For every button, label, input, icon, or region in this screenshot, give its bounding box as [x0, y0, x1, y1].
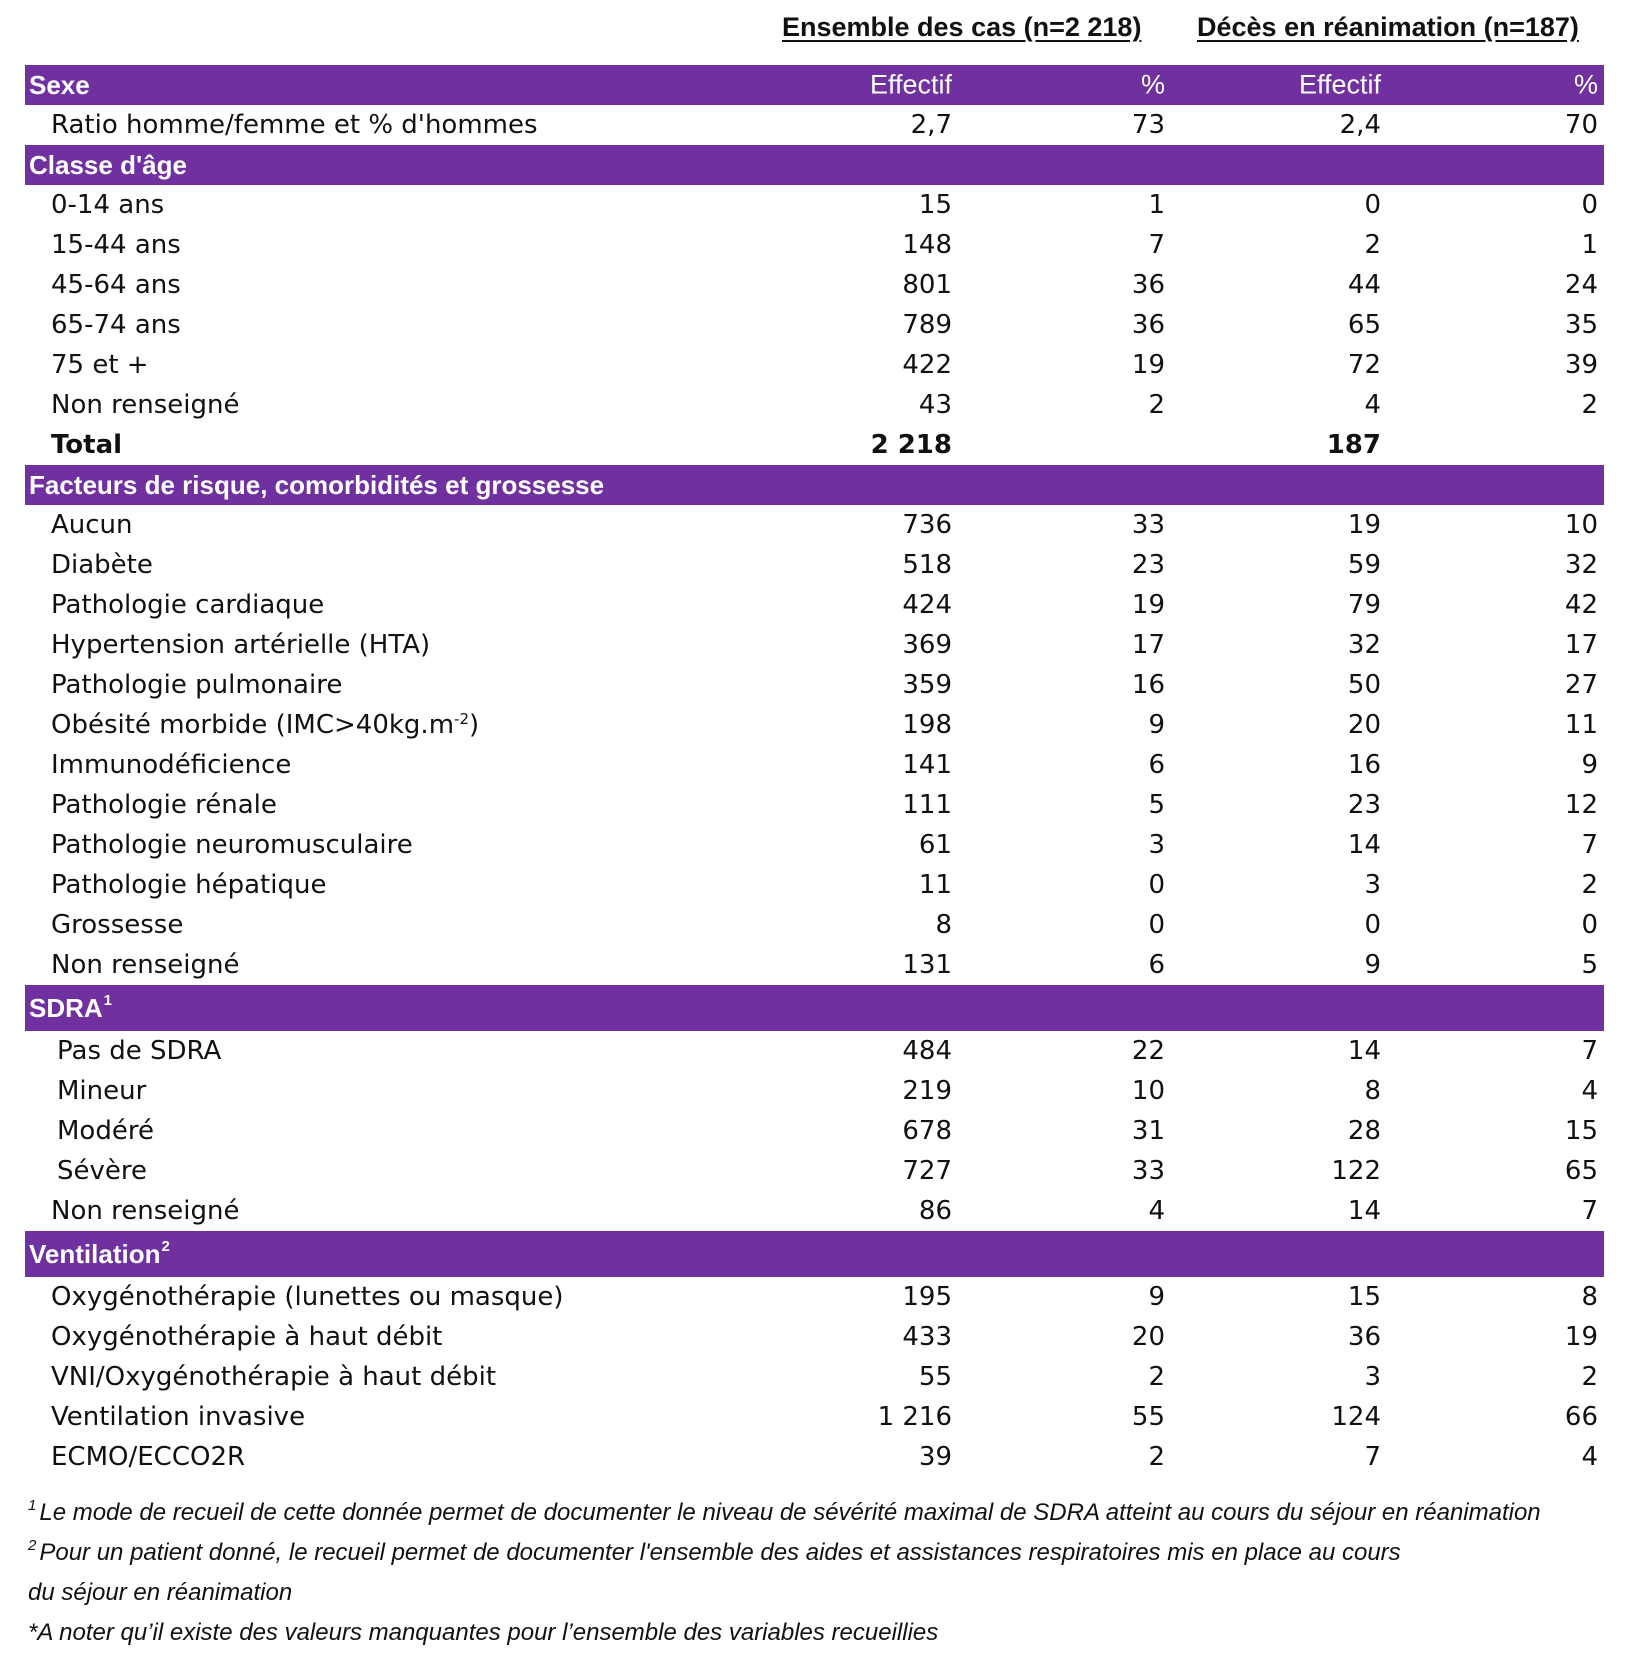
cell-effectif-all: 11	[918, 870, 952, 900]
row-label	[51, 350, 149, 380]
data-table	[25, 65, 1604, 1477]
cell-effectif-all: 55	[918, 1362, 952, 1392]
row-label	[51, 230, 181, 260]
cell-effectif-all: 359	[902, 670, 952, 700]
row-label	[51, 390, 239, 420]
cell-effectif-deaths: 14	[1347, 830, 1381, 860]
table-row	[25, 1397, 1604, 1437]
cell-effectif-all: 111	[902, 790, 952, 820]
footnotes	[28, 1493, 1628, 1653]
row-label-text: 45-64 ans	[51, 270, 181, 300]
cell-effectif-all: 433	[902, 1322, 952, 1352]
table-row	[25, 1191, 1604, 1231]
cell-pct-deaths: 1	[1581, 230, 1598, 260]
cell-pct-all: 23	[1131, 550, 1165, 580]
row-label-text: Non renseigné	[51, 390, 240, 420]
cell-pct-deaths: 15	[1564, 1116, 1598, 1146]
row-label	[51, 270, 181, 300]
row-label	[57, 1116, 154, 1146]
cell-pct-deaths: 32	[1564, 550, 1598, 580]
col-header-pct-deaths: %	[1573, 69, 1598, 100]
cell-effectif-all: 8	[935, 910, 952, 940]
footnote-1	[28, 1493, 1628, 1533]
table-row-total	[25, 425, 1604, 465]
row-label-text: Non renseigné	[51, 950, 240, 980]
table-row	[25, 1111, 1604, 1151]
age-rows	[25, 185, 1604, 465]
cell-pct-all: 10	[1131, 1076, 1165, 1106]
cell-pct-deaths: 8	[1581, 1282, 1598, 1312]
cell-effectif-all: 141	[902, 750, 952, 780]
cell-effectif-all: 424	[902, 590, 952, 620]
row-label-text: Modéré	[57, 1116, 154, 1146]
cell-effectif-all: 15	[918, 190, 952, 220]
cell-effectif-deaths: 4	[1364, 390, 1381, 420]
cell-pct-deaths: 11	[1564, 710, 1598, 740]
cell-effectif-deaths: 32	[1347, 630, 1381, 660]
row-label-text: Ventilation invasive	[51, 1402, 306, 1432]
row-label	[51, 630, 430, 660]
row-label-text: Oxygénothérapie à haut débit	[51, 1322, 443, 1352]
cell-pct-all: 19	[1131, 350, 1165, 380]
row-label-text: Pathologie pulmonaire	[51, 670, 343, 700]
col-header-effectif-all: Effectif	[869, 69, 952, 100]
cell-pct-deaths: 39	[1564, 350, 1598, 380]
cell-pct-all: 3	[1148, 830, 1165, 860]
row-label	[51, 310, 181, 340]
table-row	[25, 265, 1604, 305]
section-title: SDRA	[29, 992, 103, 1023]
row-label	[51, 1322, 442, 1352]
table-row	[25, 865, 1604, 905]
row-label-suffix: )	[469, 710, 480, 740]
table-row	[25, 665, 1604, 705]
cell-pct-all: 19	[1131, 590, 1165, 620]
cell-pct-deaths: 10	[1564, 510, 1598, 540]
cell-pct-deaths: 17	[1564, 630, 1598, 660]
cell-effectif-deaths: 0	[1364, 910, 1381, 940]
cell-effectif-all: 2,7	[910, 110, 952, 140]
cell-effectif-deaths: 0	[1364, 190, 1381, 220]
row-label	[51, 590, 324, 620]
cell-pct-deaths: 7	[1581, 1196, 1598, 1226]
cell-effectif-all: 61	[918, 830, 952, 860]
column-group-headers	[0, 12, 1632, 52]
table-row	[25, 1031, 1604, 1071]
cell-pct-deaths: 2	[1581, 870, 1598, 900]
cell-effectif-all: 198	[902, 710, 952, 740]
row-label	[51, 550, 153, 580]
table-row	[25, 625, 1604, 665]
row-label	[51, 1362, 496, 1392]
section-header-sdra	[25, 985, 1604, 1031]
row-label	[51, 190, 164, 220]
cell-pct-all: 20	[1131, 1322, 1165, 1352]
section-title: Classe d'âge	[29, 149, 187, 180]
cell-pct-deaths: 5	[1581, 950, 1598, 980]
cell-pct-all: 4	[1148, 1196, 1165, 1226]
row-label-text: 65-74 ans	[51, 310, 181, 340]
cell-pct-deaths: 4	[1581, 1442, 1598, 1472]
row-label-text: Grossesse	[51, 910, 184, 940]
cell-effectif-all: 219	[902, 1076, 952, 1106]
table-row	[25, 1071, 1604, 1111]
footnote-ref: 1	[103, 991, 113, 1009]
row-label-text: 0-14 ans	[51, 190, 165, 220]
footnote-text: Le mode de recueil de cette donnée permet de documenter le niveau de sévérité maximal de SDRA atteint au cours du séjour en réanimation	[39, 1499, 1541, 1526]
cell-pct-deaths: 42	[1564, 590, 1598, 620]
cell-pct-all: 1	[1148, 190, 1165, 220]
table-row	[25, 105, 1604, 145]
cell-pct-all: 22	[1131, 1036, 1165, 1066]
section-title: Sexe	[29, 69, 90, 100]
row-label	[57, 1036, 221, 1066]
table-row	[25, 825, 1604, 865]
row-label-text: Sévère	[57, 1156, 147, 1186]
row-label	[51, 430, 122, 460]
cell-pct-deaths: 7	[1581, 830, 1598, 860]
cell-pct-deaths: 2	[1581, 1362, 1598, 1392]
section-title: Facteurs de risque, comorbidités et grossesse	[29, 469, 605, 500]
cell-pct-all: 2	[1148, 1362, 1165, 1392]
footnote-3	[28, 1613, 1628, 1653]
cell-pct-all: 5	[1148, 790, 1165, 820]
cell-effectif-all: 148	[902, 230, 952, 260]
footnote-text: *A noter qu’il existe des valeurs manquantes pour l’ensemble des variables recueillies	[28, 1619, 939, 1646]
cell-effectif-deaths: 19	[1347, 510, 1381, 540]
footnote-ref: 2	[161, 1237, 170, 1255]
table-row	[25, 505, 1604, 545]
header-all-cases: Ensemble des cas (n=2 218)	[782, 12, 1142, 42]
table-row	[25, 705, 1604, 745]
row-label	[51, 710, 479, 740]
cell-effectif-deaths: 14	[1347, 1196, 1381, 1226]
row-label	[57, 1076, 146, 1106]
cell-pct-all: 33	[1131, 1156, 1165, 1186]
row-label-text: Immunodéficience	[51, 750, 292, 780]
cell-effectif-all: 801	[902, 270, 952, 300]
section-header-sexe	[25, 65, 1604, 105]
sdra-rows	[25, 1031, 1604, 1231]
cell-effectif-deaths: 122	[1331, 1156, 1381, 1186]
cell-pct-all: 36	[1131, 270, 1165, 300]
table-row	[25, 305, 1604, 345]
cell-effectif-all: 736	[902, 510, 952, 540]
cell-effectif-deaths: 2,4	[1339, 110, 1381, 140]
row-label	[51, 830, 413, 860]
footnote-marker: 1	[28, 1497, 37, 1514]
cell-pct-all: 16	[1131, 670, 1165, 700]
row-label	[51, 870, 326, 900]
row-label-text: Hypertension artérielle (HTA)	[51, 630, 431, 660]
cell-effectif-deaths: 2	[1364, 230, 1381, 260]
cell-pct-deaths: 12	[1564, 790, 1598, 820]
cell-pct-deaths: 65	[1564, 1156, 1598, 1186]
cell-pct-deaths: 19	[1564, 1322, 1598, 1352]
cell-pct-deaths: 27	[1564, 670, 1598, 700]
row-label: Ratio homme/femme et % d'hommes	[51, 110, 538, 140]
cell-effectif-deaths: 20	[1347, 710, 1381, 740]
row-label-text: Oxygénothérapie (lunettes ou masque)	[51, 1282, 564, 1312]
row-label-text: Mineur	[57, 1076, 147, 1106]
row-label-text: ECMO/ECCO2R	[51, 1442, 246, 1472]
row-label-text: 15-44 ans	[51, 230, 181, 260]
footnote-2-continued	[28, 1573, 1628, 1613]
cell-effectif-deaths: 3	[1364, 870, 1381, 900]
row-label	[51, 950, 239, 980]
cell-effectif-all: 2 218	[870, 430, 952, 460]
cell-effectif-all: 39	[918, 1442, 952, 1472]
table-row	[25, 225, 1604, 265]
row-label-text: Obésité morbide (IMC>40kg.m	[51, 710, 455, 740]
cell-effectif-all: 43	[918, 390, 952, 420]
cell-pct-all: 36	[1131, 310, 1165, 340]
cell-effectif-all: 789	[902, 310, 952, 340]
cell-effectif-deaths: 28	[1347, 1116, 1381, 1146]
section-header-ventilation	[25, 1231, 1604, 1277]
row-label-text: Aucun	[51, 510, 133, 540]
row-label-text: Non renseigné	[51, 1196, 240, 1226]
cell-pct-deaths: 7	[1581, 1036, 1598, 1066]
cell-effectif-deaths: 187	[1326, 430, 1381, 460]
row-label	[51, 1196, 239, 1226]
cell-pct-all: 73	[1131, 110, 1165, 140]
cell-effectif-all: 422	[902, 350, 952, 380]
table-row	[25, 185, 1604, 225]
table-row	[25, 905, 1604, 945]
cell-effectif-all: 86	[918, 1196, 952, 1226]
table-row	[25, 1437, 1604, 1477]
ventilation-rows	[25, 1277, 1604, 1477]
table-row	[25, 785, 1604, 825]
cell-effectif-deaths: 14	[1347, 1036, 1381, 1066]
cell-pct-deaths: 35	[1564, 310, 1598, 340]
cell-pct-deaths: 70	[1564, 110, 1598, 140]
section-header-risk-factors	[25, 465, 1604, 505]
cell-pct-all: 0	[1148, 910, 1165, 940]
table-row	[25, 1277, 1604, 1317]
table-row	[25, 745, 1604, 785]
cell-effectif-all: 1 216	[877, 1402, 952, 1432]
cell-pct-deaths: 66	[1564, 1402, 1598, 1432]
table-row	[25, 1151, 1604, 1191]
row-label	[51, 750, 291, 780]
row-label	[51, 790, 277, 820]
row-label-text: Diabète	[51, 550, 153, 580]
cell-effectif-deaths: 36	[1347, 1322, 1381, 1352]
row-label-text: Pas de SDRA	[57, 1036, 222, 1066]
row-label-text: Pathologie cardiaque	[51, 590, 325, 620]
cell-pct-deaths: 0	[1581, 190, 1598, 220]
row-label	[51, 510, 133, 540]
cell-pct-all: 33	[1131, 510, 1165, 540]
col-header-effectif-deaths: Effectif	[1298, 69, 1381, 100]
cell-effectif-deaths: 9	[1364, 950, 1381, 980]
cell-effectif-all: 195	[902, 1282, 952, 1312]
section-title: Ventilation	[29, 1238, 161, 1269]
footnote-text: Pour un patient donné, le recueil permet de documenter l'ensemble des aides et assistances respiratoires mis en place au cours	[39, 1539, 1401, 1566]
cell-pct-all: 2	[1148, 1442, 1165, 1472]
table-row	[25, 385, 1604, 425]
cell-pct-all: 6	[1148, 750, 1165, 780]
cell-effectif-deaths: 3	[1364, 1362, 1381, 1392]
cell-pct-deaths: 4	[1581, 1076, 1598, 1106]
table-row	[25, 1357, 1604, 1397]
row-label-text: 75 et +	[51, 350, 149, 380]
cell-pct-all: 55	[1131, 1402, 1165, 1432]
cell-pct-deaths: 2	[1581, 390, 1598, 420]
cell-effectif-all: 131	[902, 950, 952, 980]
cell-pct-all: 2	[1148, 390, 1165, 420]
footnote-marker: 2	[28, 1537, 37, 1554]
cell-effectif-deaths: 7	[1364, 1442, 1381, 1472]
row-label-text: Pathologie neuromusculaire	[51, 830, 413, 860]
cell-effectif-deaths: 15	[1347, 1282, 1381, 1312]
cell-pct-all: 9	[1148, 1282, 1165, 1312]
footnote-text: du séjour en réanimation	[28, 1579, 293, 1606]
table-row	[25, 345, 1604, 385]
cell-pct-deaths: 9	[1581, 750, 1598, 780]
row-label-text: Total	[51, 430, 123, 460]
table-row	[25, 945, 1604, 985]
cell-effectif-deaths: 124	[1331, 1402, 1381, 1432]
row-label	[57, 1156, 147, 1186]
cell-effectif-deaths: 44	[1347, 270, 1381, 300]
table-row	[25, 1317, 1604, 1357]
cell-pct-deaths: 24	[1564, 270, 1598, 300]
row-label	[51, 910, 183, 940]
header-icu-deaths: Décès en réanimation (n=187)	[1197, 12, 1579, 42]
cell-pct-all: 17	[1131, 630, 1165, 660]
cell-effectif-all: 484	[902, 1036, 952, 1066]
row-label-text: Pathologie rénale	[51, 790, 277, 820]
cell-pct-all: 31	[1131, 1116, 1165, 1146]
row-label	[51, 1402, 305, 1432]
table-row	[25, 545, 1604, 585]
cell-effectif-all: 678	[902, 1116, 952, 1146]
cell-effectif-all: 518	[902, 550, 952, 580]
unit-exponent: -2	[454, 710, 469, 728]
footnote-2	[28, 1533, 1628, 1573]
cell-effectif-deaths: 79	[1347, 590, 1381, 620]
cell-pct-all: 7	[1148, 230, 1165, 260]
row-label	[51, 1442, 245, 1472]
cell-effectif-all: 727	[902, 1156, 952, 1186]
cell-effectif-deaths: 16	[1347, 750, 1381, 780]
row-label	[51, 1282, 564, 1312]
cell-effectif-deaths: 72	[1347, 350, 1381, 380]
table-row	[25, 585, 1604, 625]
cell-effectif-deaths: 8	[1364, 1076, 1381, 1106]
cell-effectif-deaths: 23	[1347, 790, 1381, 820]
cell-effectif-deaths: 59	[1347, 550, 1381, 580]
col-header-pct-all: %	[1140, 69, 1165, 100]
row-label-text: VNI/Oxygénothérapie à haut débit	[51, 1362, 497, 1392]
row-label	[51, 670, 342, 700]
section-header-age	[25, 145, 1604, 185]
risk-rows	[25, 505, 1604, 985]
row-label-text: Pathologie hépatique	[51, 870, 327, 900]
cell-effectif-deaths: 50	[1347, 670, 1381, 700]
cell-pct-all: 9	[1148, 710, 1165, 740]
cell-effectif-deaths: 65	[1347, 310, 1381, 340]
cell-effectif-all: 369	[902, 630, 952, 660]
cell-pct-all: 6	[1148, 950, 1165, 980]
cell-pct-deaths: 0	[1581, 910, 1598, 940]
cell-pct-all: 0	[1148, 870, 1165, 900]
